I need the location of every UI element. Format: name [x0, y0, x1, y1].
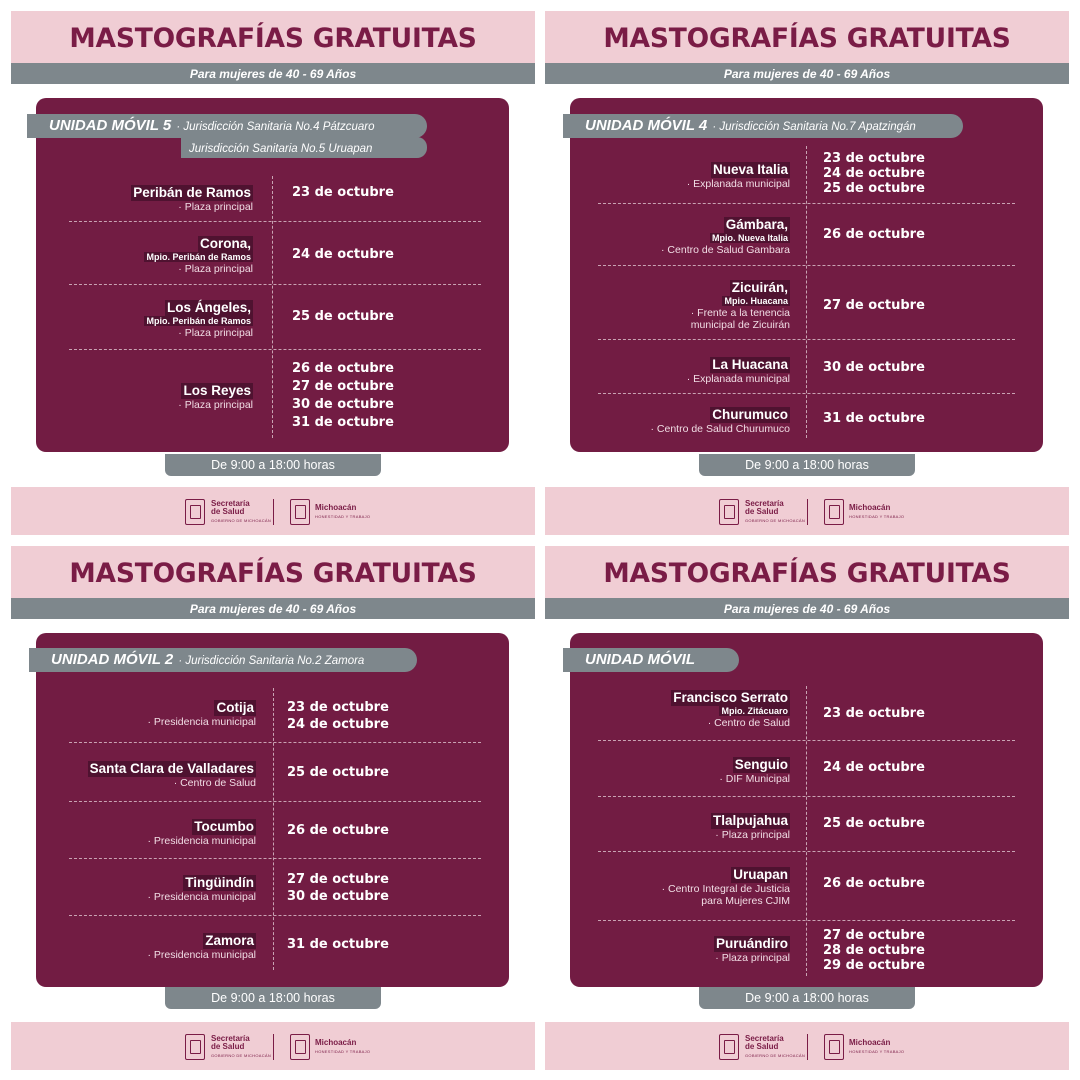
location-place: · Presidencia municipal	[147, 716, 256, 728]
date-list	[287, 937, 389, 952]
date: 27 de octubre	[287, 872, 389, 887]
unit-name: UNIDAD MÓVIL 5	[49, 117, 172, 134]
date: 27 de octubre	[823, 928, 925, 943]
date: 26 de octubre	[823, 876, 925, 891]
date-list	[823, 360, 925, 375]
row-divider	[598, 265, 1015, 266]
list-item	[687, 159, 790, 190]
subtitle-bar	[545, 598, 1069, 619]
subtitle-text: Para mujeres de 40 - 69 Años	[723, 602, 891, 616]
date-list	[292, 309, 394, 324]
date-list	[287, 700, 389, 732]
location-place: · Plaza principal	[178, 201, 253, 213]
logo-michoacan: Michoacán HONESTIDAD Y TRABAJO	[315, 503, 371, 519]
unit-jurisdiction: · Jurisdicción Sanitaria No.2 Zamora	[178, 655, 365, 667]
date-list	[292, 361, 394, 430]
location-place: · Plaza principal	[178, 399, 253, 411]
shield-icon	[185, 499, 205, 525]
municipality: Mpio. Peribán de Ramos	[146, 252, 251, 262]
hours-badge: De 9:00 a 18:00 horas	[699, 454, 915, 476]
unit-pill	[27, 114, 427, 138]
location-name: Peribán de Ramos	[133, 185, 251, 200]
location-name: Tlalpujahua	[712, 813, 788, 828]
subtitle-text: Para mujeres de 40 - 69 Años	[189, 67, 357, 81]
location-name: Zicuirán,	[731, 280, 788, 295]
date: 24 de octubre	[823, 760, 925, 775]
list-item	[714, 933, 790, 964]
row-divider	[598, 920, 1015, 921]
row-divider	[598, 851, 1015, 852]
hours-badge: De 9:00 a 18:00 horas	[699, 987, 915, 1009]
unit-pill	[29, 648, 417, 672]
header-band	[545, 11, 1069, 63]
location-place-2: para Mujeres CJIM	[701, 895, 790, 907]
location-place: · Plaza principal	[715, 829, 790, 841]
location-place: · Centro de Salud Churumuco	[650, 423, 790, 435]
date: 25 de octubre	[287, 765, 389, 780]
list-item	[687, 354, 790, 385]
unit-pill	[563, 114, 963, 138]
date: 26 de octubre	[287, 823, 389, 838]
date: 23 de octubre	[287, 700, 389, 715]
location-place: · Centro Integral de Justicia	[661, 883, 790, 895]
location-name: Santa Clara de Valladares	[89, 761, 254, 776]
location-place: · Centro de Salud	[707, 717, 790, 729]
location-place: · Presidencia municipal	[147, 891, 256, 903]
column-divider	[273, 688, 274, 970]
flyer-title: MASTOGRAFÍAS GRATUITAS	[603, 558, 1011, 589]
header-band	[545, 546, 1069, 598]
list-item	[144, 297, 253, 339]
column-divider	[806, 686, 807, 976]
date: 25 de octubre	[292, 309, 394, 324]
list-item	[144, 233, 253, 275]
date-list	[823, 227, 925, 242]
list-item	[662, 864, 790, 907]
location-name: Senguio	[734, 757, 788, 772]
hours-badge: De 9:00 a 18:00 horas	[165, 987, 381, 1009]
location-place: · Centro de Salud	[173, 777, 256, 789]
footer-logos	[545, 1022, 1069, 1070]
logo-secretaria-salud: Secretaría de Salud GOBIERNO DE MICHOACÁN	[745, 1034, 806, 1058]
date: 31 de octubre	[287, 937, 389, 952]
flyer-title: MASTOGRAFÍAS GRATUITAS	[603, 23, 1011, 54]
date-list	[292, 247, 394, 262]
row-divider	[69, 284, 481, 285]
location-name: Cotija	[216, 700, 254, 715]
date-list	[823, 760, 925, 775]
date: 25 de octubre	[823, 816, 925, 831]
location-place: · Plaza principal	[178, 263, 253, 275]
list-item	[147, 930, 256, 961]
unit-jurisdiction-2: Jurisdicción Sanitaria No.5 Uruapan	[189, 143, 373, 155]
logo-divider	[807, 1034, 808, 1060]
date: 30 de octubre	[823, 360, 925, 375]
column-divider	[272, 176, 273, 438]
location-place: · Centro de Salud Gambara	[661, 244, 790, 256]
date: 31 de octubre	[292, 415, 394, 430]
date: 31 de octubre	[823, 411, 925, 426]
location-name: Churumuco	[712, 407, 788, 422]
date-list	[823, 928, 925, 973]
list-item	[691, 277, 790, 331]
shield-icon	[824, 1034, 844, 1060]
logo-divider	[273, 1034, 274, 1060]
list-item	[711, 810, 790, 841]
list-item	[147, 872, 256, 903]
municipality: Mpio. Zitácuaro	[721, 706, 788, 716]
shield-icon	[290, 499, 310, 525]
flyer-unidad-movil-4	[545, 11, 1069, 535]
date: 23 de octubre	[292, 185, 394, 200]
date: 26 de octubre	[292, 361, 394, 376]
hours-badge: De 9:00 a 18:00 horas	[165, 454, 381, 476]
flyer-unidad-movil-2	[11, 546, 535, 1070]
logo-michoacan: Michoacán HONESTIDAD Y TRABAJO	[849, 1038, 905, 1054]
logo-michoacan: Michoacán HONESTIDAD Y TRABAJO	[315, 1038, 371, 1054]
row-divider	[598, 203, 1015, 204]
date-list	[823, 816, 925, 831]
row-divider	[69, 742, 481, 743]
row-divider	[69, 858, 481, 859]
list-item	[661, 214, 790, 256]
row-divider	[598, 796, 1015, 797]
list-item	[147, 816, 256, 847]
row-divider	[69, 915, 481, 916]
date: 25 de octubre	[823, 181, 925, 196]
date-list	[292, 185, 394, 200]
date: 23 de octubre	[823, 706, 925, 721]
logo-secretaria-salud: Secretaría de Salud GOBIERNO DE MICHOACÁN	[211, 1034, 272, 1058]
list-item	[671, 687, 790, 729]
row-divider	[69, 349, 481, 350]
location-name: Francisco Serrato	[673, 690, 788, 705]
subtitle-text: Para mujeres de 40 - 69 Años	[723, 67, 891, 81]
shield-icon	[719, 1034, 739, 1060]
shield-icon	[824, 499, 844, 525]
flyer-unidad-movil-5	[11, 11, 535, 535]
unit-name: UNIDAD MÓVIL	[585, 651, 695, 668]
location-name: Los Ángeles,	[166, 300, 251, 315]
date: 30 de octubre	[287, 889, 389, 904]
date-list	[823, 298, 925, 313]
date-list	[287, 872, 389, 904]
row-divider	[598, 393, 1015, 394]
date-list	[823, 706, 925, 721]
row-divider	[69, 221, 481, 222]
shield-icon	[719, 499, 739, 525]
date-list	[823, 411, 925, 426]
unit-jurisdiction: · Jurisdicción Sanitaria No.7 Apatzingán	[712, 121, 916, 133]
location-name: Tingüindín	[185, 875, 254, 890]
location-place: · Plaza principal	[715, 952, 790, 964]
location-place: · Presidencia municipal	[147, 835, 256, 847]
logo-michoacan: Michoacán HONESTIDAD Y TRABAJO	[849, 503, 905, 519]
date-list	[287, 765, 389, 780]
date: 30 de octubre	[292, 397, 394, 412]
date: 26 de octubre	[823, 227, 925, 242]
location-name: Uruapan	[733, 867, 788, 882]
location-place: · Frente a la tenencia	[690, 307, 790, 319]
date: 27 de octubre	[292, 379, 394, 394]
row-divider	[598, 339, 1015, 340]
subtitle-text: Para mujeres de 40 - 69 Años	[189, 602, 357, 616]
unit-jurisdiction: · Jurisdicción Sanitaria No.4 Pátzcuaro	[176, 121, 375, 133]
location-place-2: municipal de Zicuirán	[690, 319, 790, 331]
row-divider	[69, 801, 481, 802]
shield-icon	[290, 1034, 310, 1060]
date-list	[823, 151, 925, 196]
date: 28 de octubre	[823, 943, 925, 958]
date: 27 de octubre	[823, 298, 925, 313]
municipality: Mpio. Huacana	[724, 296, 788, 306]
list-item	[178, 380, 253, 411]
logo-divider	[807, 499, 808, 525]
list-item	[131, 182, 253, 213]
footer-logos	[11, 1022, 535, 1070]
municipality: Mpio. Nueva Italia	[711, 233, 788, 243]
list-item	[147, 697, 256, 728]
unit-pill	[563, 648, 739, 672]
subtitle-bar	[11, 598, 535, 619]
footer-logos	[545, 487, 1069, 535]
subtitle-bar	[11, 63, 535, 84]
row-divider	[598, 740, 1015, 741]
location-name: Puruándiro	[715, 936, 788, 951]
footer-logos	[11, 487, 535, 535]
header-band	[11, 546, 535, 598]
date: 24 de octubre	[292, 247, 394, 262]
location-name: Nueva Italia	[712, 162, 788, 177]
list-item	[719, 754, 790, 785]
date-list	[287, 823, 389, 838]
flyer-title: MASTOGRAFÍAS GRATUITAS	[69, 23, 477, 54]
location-name: Los Reyes	[183, 383, 251, 398]
location-name: Corona,	[199, 236, 251, 251]
shield-icon	[185, 1034, 205, 1060]
location-name: Tocumbo	[194, 819, 254, 834]
subtitle-bar	[545, 63, 1069, 84]
logo-secretaria-salud: Secretaría de Salud GOBIERNO DE MICHOACÁN	[745, 499, 806, 523]
unit-pill-second	[181, 137, 427, 158]
date: 24 de octubre	[287, 717, 389, 732]
location-name: Zamora	[205, 933, 254, 948]
logo-divider	[273, 499, 274, 525]
flyer-title: MASTOGRAFÍAS GRATUITAS	[69, 558, 477, 589]
location-place: · Presidencia municipal	[147, 949, 256, 961]
date-list	[823, 876, 925, 891]
header-band	[11, 11, 535, 63]
flyer-unidad-movil	[545, 546, 1069, 1070]
location-place: · Plaza principal	[178, 327, 253, 339]
unit-name: UNIDAD MÓVIL 4	[585, 117, 708, 134]
logo-secretaria-salud: Secretaría de Salud GOBIERNO DE MICHOACÁN	[211, 499, 272, 523]
location-place: · Explanada municipal	[686, 178, 790, 190]
location-name: Gámbara,	[725, 217, 788, 232]
location-place: · Explanada municipal	[686, 373, 790, 385]
column-divider	[806, 146, 807, 438]
unit-name: UNIDAD MÓVIL 2	[51, 651, 174, 668]
list-item	[651, 404, 791, 435]
location-place: · DIF Municipal	[719, 773, 790, 785]
list-item	[88, 758, 256, 789]
date: 29 de octubre	[823, 958, 925, 973]
location-name: La Huacana	[712, 357, 788, 372]
date: 24 de octubre	[823, 166, 925, 181]
date: 23 de octubre	[823, 151, 925, 166]
municipality: Mpio. Peribán de Ramos	[146, 316, 251, 326]
